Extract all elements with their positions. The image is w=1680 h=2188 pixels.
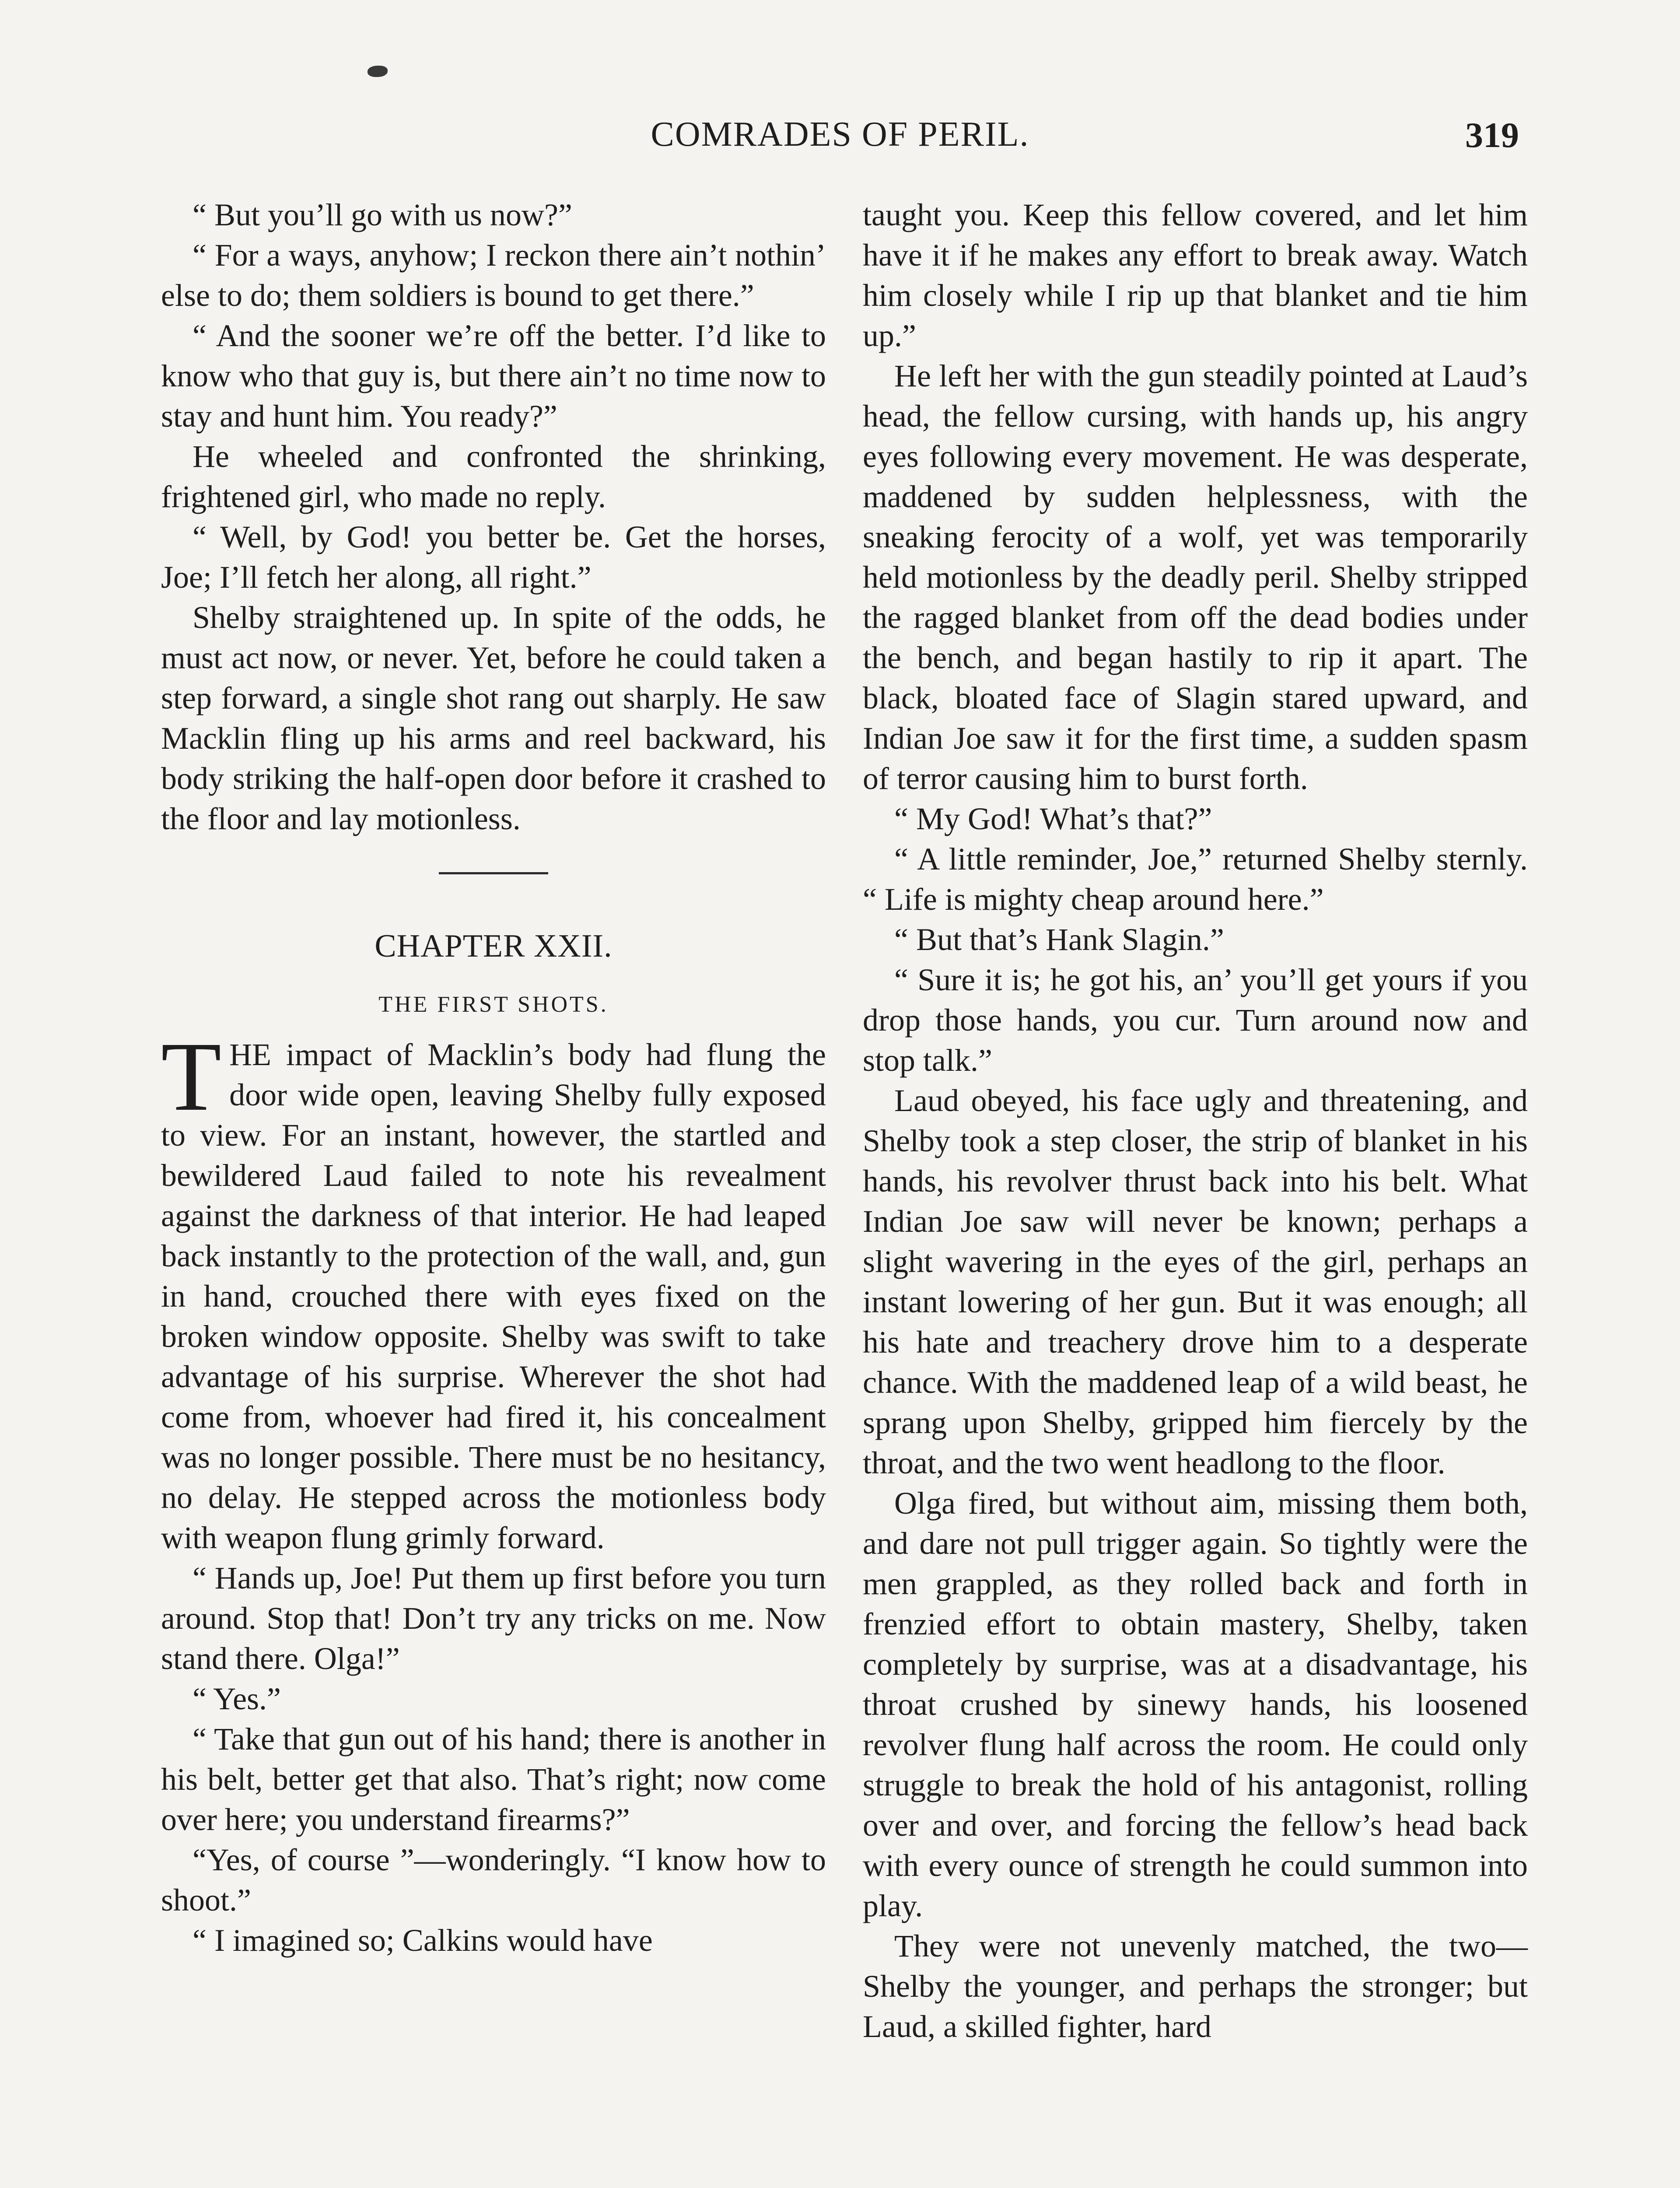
paragraph: “ I imagined so; Calkins would have [192, 1923, 653, 1958]
paragraph: “ But that’s Hank Slagin.” [894, 922, 1224, 957]
section-divider [439, 872, 548, 874]
paragraph: “ Hands up, Joe! Put them up first before you turn around. Stop that! Don’t try any tricks on me. Now stand there. Olga!” [161, 1560, 826, 1676]
paragraph: He wheeled and confronted the shrinking, frightened girl, who made no reply. [161, 439, 826, 514]
running-title: COMRADES OF PERIL. [651, 115, 1029, 154]
paragraph: “ My God! What’s that?” [894, 801, 1212, 836]
opening-paragraph-text: HE impact of Macklin’s body had flung the door wide open, leaving Shelby fully exposed to view. For an instant, however, the startled and bewildered Laud failed to note his revealment against the darkness of that interior. He had leaped back instantly to the protection of the wall, and, gun in hand, crouched there with eyes fixed on the broken window opposite. Shelby was swift to take advantage of his surprise. Wherever the shot had come from, whoever had fired it, his concealment was no longer possible. There must be no hesitancy, no delay. He stepped across the motionless body with weapon flung grimly forward. [161, 1037, 826, 1555]
drop-cap: T [161, 1022, 222, 1131]
paragraph: “ For a ways, anyhow; I reckon there ain’t nothin’ else to do; them soldiers is bound to get there.” [161, 238, 826, 313]
right-column [863, 195, 1528, 2047]
paragraph: “ Sure it is; he got his, an’ you’ll get yours if you drop those hands, you cur. Turn around now and stop talk.” [863, 962, 1528, 1078]
continued-paragraph: taught you. Keep this fellow covered, and let him have it if he makes any effort to break away. Watch him closely while I rip up that blanket and tie him up.” [863, 197, 1528, 353]
left-paragraphs-after-opening [161, 1558, 826, 1960]
left-column [161, 195, 826, 1960]
ink-speck [368, 66, 388, 77]
left-paragraphs-before-chapter [161, 195, 826, 839]
paragraph: “Yes, of course ”—wonderingly. “I know how to shoot.” [161, 1842, 826, 1918]
paragraph: He left her with the gun steadily pointed at Laud’s head, the fellow cursing, with hands up, his angry eyes following every movement. He was desperate, maddened by sudden helplessness, with the sneaking ferocity of a wolf, yet was temporarily held motionless by the deadly peril. Shelby stripped the ragged blanket from off the dead bodies under the bench, and began hastily to rip it apart. The black, bloated face of Slagin stared upward, and Indian Joe saw it for the first time, a sudden spasm of terror causing him to burst forth. [863, 358, 1528, 796]
chapter-subtitle: THE FIRST SHOTS. [378, 992, 609, 1017]
page-header [161, 115, 1519, 163]
paragraph: Laud obeyed, his face ugly and threatening, and Shelby took a step closer, the strip of blanket in his hands, his revolver thrust back into his belt. What Indian Joe saw will never be known; perhaps a slight wavering in the eyes of the girl, perhaps an instant lowering of her gun. But it was enough; all his hate and treachery drove him to a desperate chance. With the maddened leap of a wild beast, he sprang upon Shelby, gripped him fiercely by the throat, and the two went headlong to the floor. [863, 1083, 1528, 1480]
page-number: 319 [1465, 115, 1519, 155]
paragraph: Olga fired, but without aim, missing them both, and dare not pull trigger again. So tightly were the men grappled, as they rolled back and forth in frenzied effort to obtain mastery, Shelby, taken completely by surprise, was at a disadvantage, his throat crushed by sinewy hands, his loosened revolver flung half across the room. He could only struggle to break the hold of his antagonist, rolling over and over, and forcing the fellow’s head back with every ounce of strength he could summon into play. [863, 1486, 1528, 1923]
paragraph: “ Yes.” [192, 1681, 281, 1716]
paragraph: “ Take that gun out of his hand; there is another in his belt, better get that also. That’s right; now come over here; you understand firearms?” [161, 1722, 826, 1837]
paragraph: They were not unevenly matched, the two—Shelby the younger, and perhaps the stronger; but Laud, a skilled fighter, hard [863, 1929, 1528, 2044]
chapter-title: CHAPTER XXII. [374, 928, 612, 964]
chapter-opening-paragraph [161, 1022, 826, 1558]
paragraph: Shelby straightened up. In spite of the odds, he must act now, or never. Yet, before he could taken a step forward, a single shot rang out sharply. He saw Macklin fling up his arms and reel backward, his body striking the half-open door before it crashed to the floor and lay motionless. [161, 600, 826, 836]
right-paragraphs [863, 356, 1528, 2047]
paragraph: “ A little reminder, Joe,” returned Shelby sternly. “ Life is mighty cheap around here.” [863, 842, 1528, 917]
paragraph: “ Well, by God! you better be. Get the horses, Joe; I’ll fetch her along, all right.” [161, 519, 826, 595]
paragraph: “ But you’ll go with us now?” [192, 197, 572, 232]
paragraph: “ And the sooner we’re off the better. I’d like to know who that guy is, but there ain’t no time now to stay and hunt him. You ready?” [161, 318, 826, 434]
